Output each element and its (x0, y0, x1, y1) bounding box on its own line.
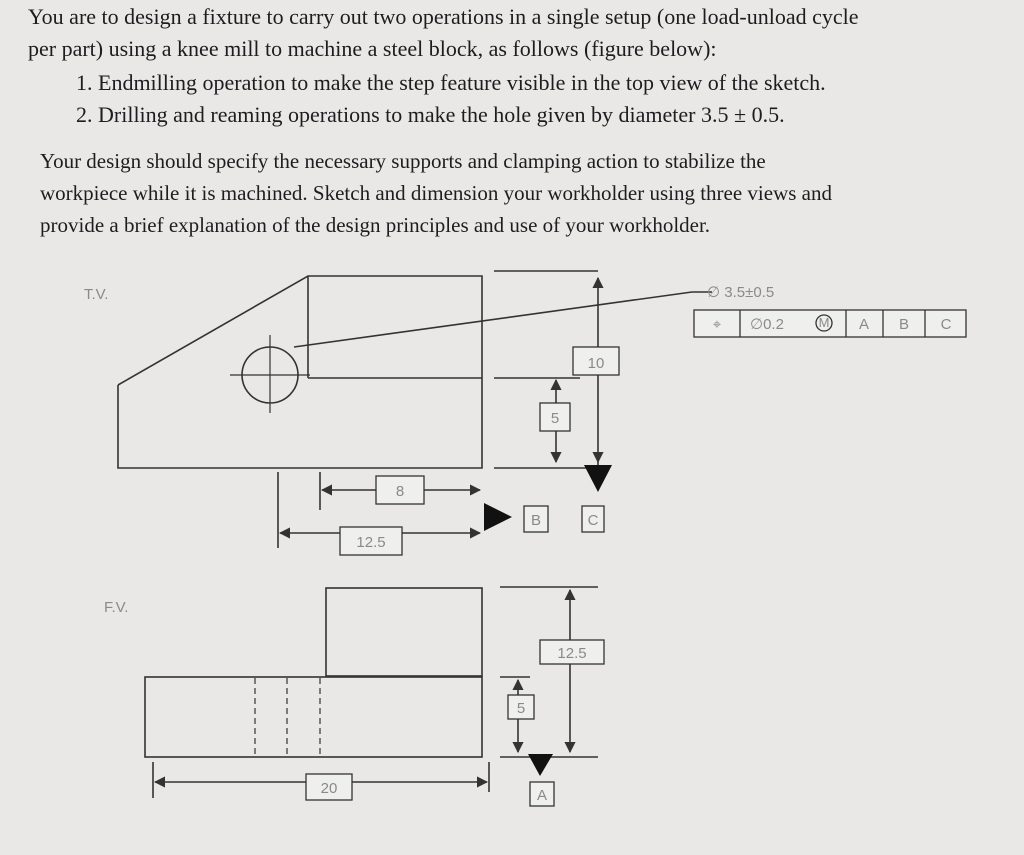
hole-callout: ∅ 3.5±0.5 (707, 284, 775, 301)
top-view-outline (118, 276, 482, 468)
top-view-label: T.V. (84, 286, 109, 303)
dim-5-front-value: 5 (516, 700, 526, 717)
feature-control-frame (694, 310, 966, 337)
dim-5-top-value: 5 (550, 410, 560, 427)
dim-12-5-side-value: 12.5 (557, 645, 587, 662)
mmc-modifier: M (818, 315, 830, 330)
dim-8-value: 8 (395, 483, 405, 500)
fcf-tolerance: ∅0.2 (750, 316, 784, 333)
intro-line-1: You are to design a fixture to carry out two operations in a single setup (one load-unload cycle (28, 4, 859, 29)
front-view-label: F.V. (104, 599, 129, 616)
requirement-line-1: Your design should specify the necessary supports and clamping action to stabilize the (40, 149, 766, 173)
hole-leader (294, 292, 692, 347)
datum-a-triangle (528, 754, 553, 776)
dim-20-value: 20 (320, 780, 338, 797)
datum-c-triangle (584, 465, 612, 492)
datum-b-letter: B (530, 512, 542, 529)
requirement-line-3: provide a brief explanation of the design principles and use of your workholder. (40, 213, 711, 237)
fcf-datum-b: B (898, 316, 910, 333)
datum-b-triangle (484, 503, 512, 531)
intro-line-2: per part) using a knee mill to machine a steel block, as follows (figure below): (28, 36, 717, 61)
hidden-lines (255, 678, 320, 756)
dim-12-5-top-value: 12.5 (356, 534, 386, 551)
operation-2: 2. Drilling and reaming operations to make the hole given by diameter 3.5 ± 0.5. (76, 102, 785, 127)
operation-1: 1. Endmilling operation to make the step feature visible in the top view of the sketch. (76, 70, 826, 95)
front-view-outline (145, 588, 482, 757)
dim-10-value: 10 (587, 355, 605, 372)
fcf-datum-a: A (858, 316, 870, 333)
datum-c-letter: C (587, 512, 599, 529)
fcf-datum-c: C (940, 316, 952, 333)
requirement-line-2: workpiece while it is machined. Sketch and dimension your workholder using three views and (40, 181, 832, 205)
position-icon: ⌖ (712, 316, 722, 333)
datum-a-letter: A (536, 787, 548, 804)
